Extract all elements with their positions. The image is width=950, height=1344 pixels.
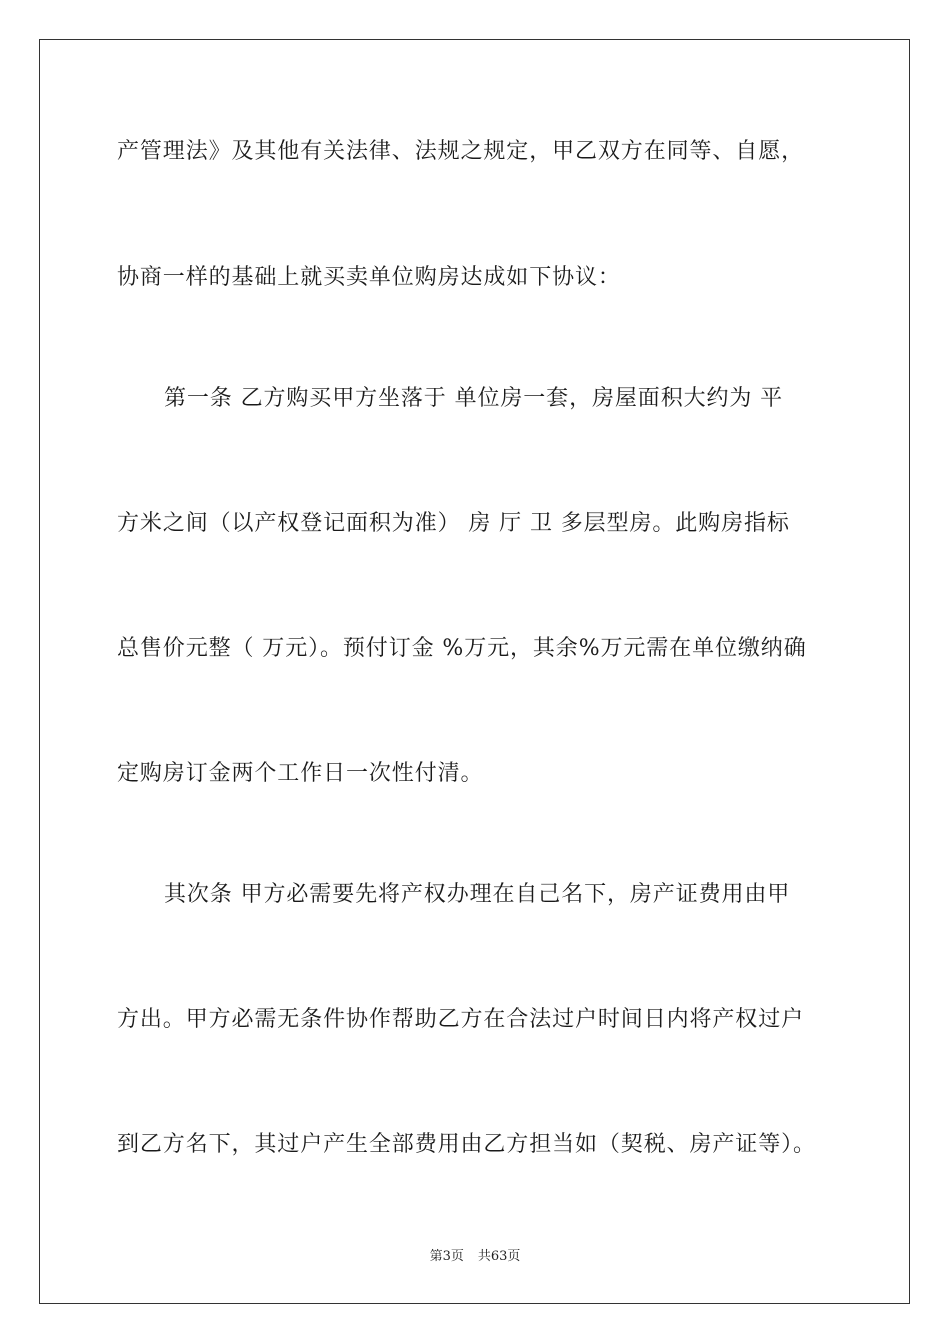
body-line-8: 方出。甲方必需无条件协作帮助乙方在合法过户时间日内将产权过户 [117,1007,805,1032]
page-number: 第3页 [429,1249,464,1264]
body-line-6: 定购房订金两个工作日一次性付清。 [117,761,484,786]
body-line-4: 方米之间（以产权登记面积为准） 房 厅 卫 多层型房。此购房指标 [117,511,790,536]
body-line-9: 到乙方名下，其过户产生全部费用由乙方担当如（契税、房产证等）。 [117,1132,816,1157]
page-border [39,39,910,1304]
body-line-2: 协商一样的基础上就买卖单位购房达成如下协议： [117,265,621,290]
page-total: 共63页 [477,1249,521,1264]
body-line-5: 总售价元整（ 万元）。预付订金 %万元，其余%万元需在单位缴纳确 [117,636,807,661]
body-line-7-article-two: 其次条 甲方必需要先将产权办理在自己名下，房产证费用由甲 [164,882,791,907]
page-footer [0,1248,950,1266]
body-line-1: 产管理法》及其他有关法律、法规之规定，甲乙双方在同等、自愿， [117,139,805,164]
body-line-3-article-one: 第一条 乙方购买甲方坐落于 单位房一套，房屋面积大约为 平 [164,386,784,411]
